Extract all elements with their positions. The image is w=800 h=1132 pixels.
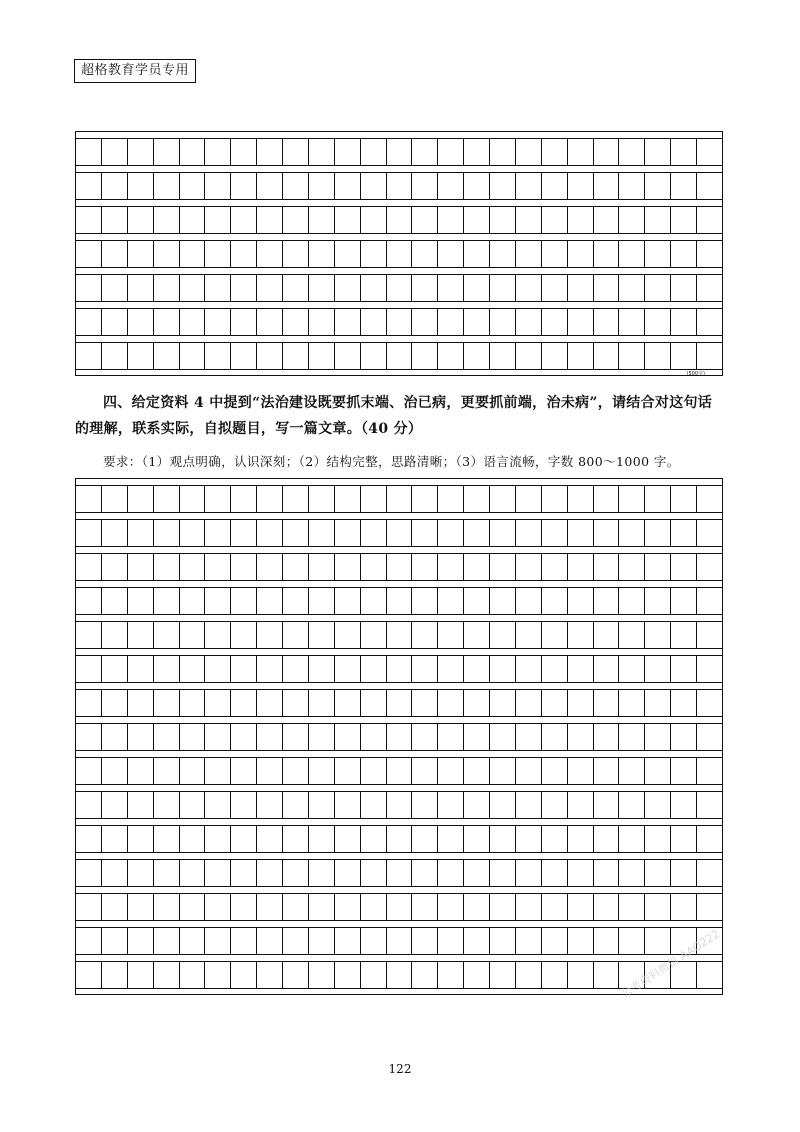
grid-row (75, 240, 723, 268)
grid-row (75, 621, 723, 649)
page-number: 122 (388, 1062, 412, 1076)
word-count-marker: (500字) (686, 371, 705, 376)
question-four: 四、给定资料 4 中提到“法治建设既要抓末端、治已病，更要抓前端，治未病”，请结合对这句话的理解，联系实际，自拟题目，写一篇文章。（40 分） (75, 395, 713, 437)
grid-row (75, 927, 723, 955)
grid-row (75, 342, 723, 370)
grid-row (75, 859, 723, 887)
grid-row (75, 138, 723, 166)
writing-grid-bottom (75, 478, 723, 995)
grid-row (75, 825, 723, 853)
writing-grid-top (75, 131, 723, 376)
watermark-text: 公考资料微信 AAO222 (619, 927, 723, 1001)
grid-row (75, 519, 723, 547)
grid-row (75, 791, 723, 819)
grid-row (75, 757, 723, 785)
grid-row (75, 689, 723, 717)
student-use-stamp: 超格教育学员专用 (74, 59, 196, 83)
grid-row (75, 485, 723, 513)
requirements: 要求：（1）观点明确，认识深刻；（2）结构完整，思路清晰；（3）语言流畅，字数 800～1000 字。 (103, 454, 680, 469)
grid-row (75, 172, 723, 200)
grid-row (75, 206, 723, 234)
grid-row (75, 308, 723, 336)
grid-row (75, 587, 723, 615)
grid-row (75, 553, 723, 581)
grid-row (75, 274, 723, 302)
grid-row (75, 893, 723, 921)
grid-row (75, 723, 723, 751)
grid-row (75, 655, 723, 683)
